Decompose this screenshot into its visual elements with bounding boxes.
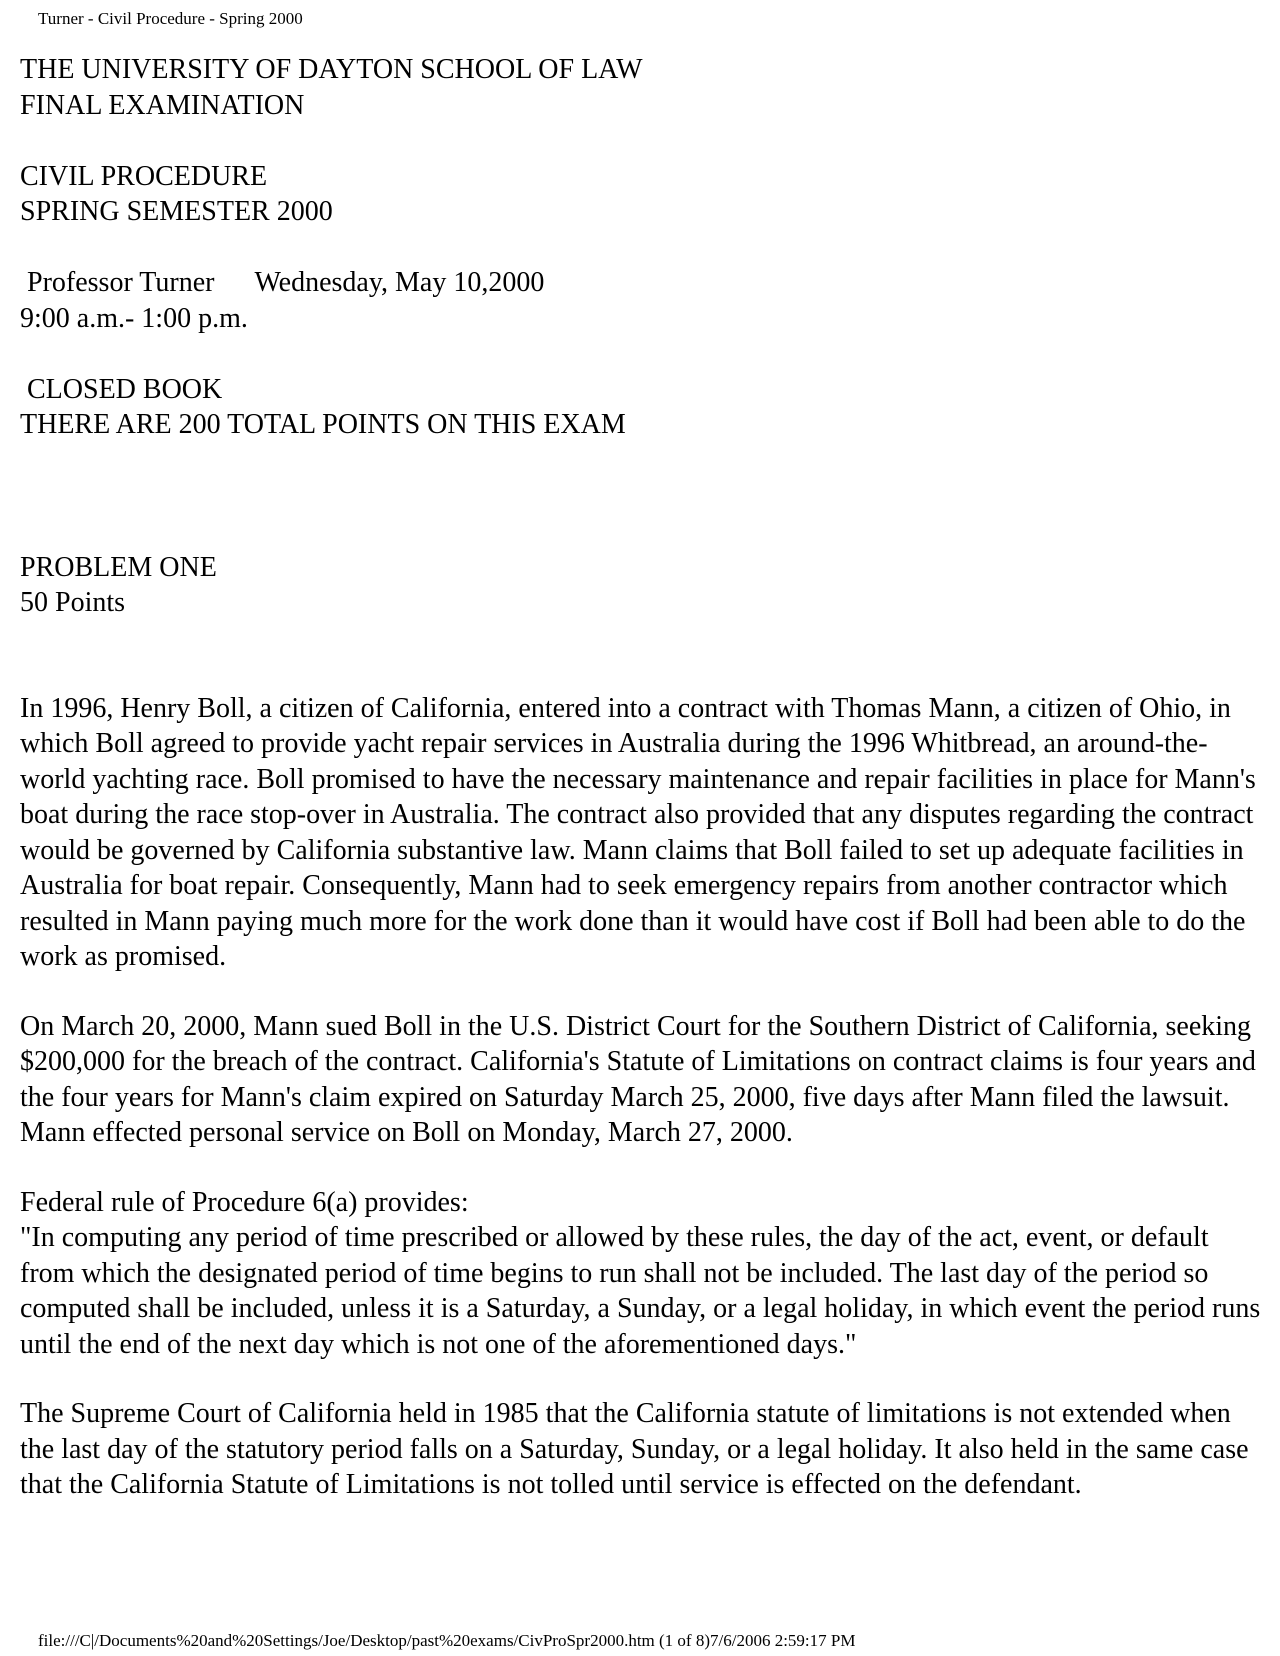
problem-points: 50 Points xyxy=(20,587,126,618)
semester: SPRING SEMESTER 2000 xyxy=(20,196,333,227)
paragraph-lawsuit: On March 20, 2000, Mann sued Boll in the U.S. District Court for the Southern District of California, seeking $200,000 for the breach of the contract. California's Statute of Limitations on contract claims is four years and the four years for Mann's claim expired on Saturday March 25, 2000, five days after Mann filed the lawsuit. Mann effected personal service on Boll on Monday, March 27, 2000. xyxy=(20,1010,1256,1148)
professor-date-line xyxy=(20,265,1265,301)
course-name: CIVIL PROCEDURE xyxy=(20,160,268,192)
page-footer: file:///C|/Documents%20and%20Settings/Joe/Desktop/past%20exams/CivProSpr2000.htm (1 of 8)7/6/2006 2:59:17 PM xyxy=(38,1631,856,1650)
document-body xyxy=(20,52,1265,1503)
book-policy: CLOSED BOOK xyxy=(20,373,223,405)
exam-time: 9:00 a.m.- 1:00 p.m. xyxy=(20,302,248,334)
school-name: THE UNIVERSITY OF DAYTON SCHOOL OF LAW xyxy=(20,54,643,85)
paragraph-rule-intro: Federal rule of Procedure 6(a) provides: xyxy=(20,1186,469,1218)
exam-type: FINAL EXAMINATION xyxy=(20,89,305,121)
page-header: Turner - Civil Procedure - Spring 2000 xyxy=(38,9,303,28)
paragraph-california-holding: The Supreme Court of California held in 1985 that the California statute of limitations is not extended when the last day of the statutory period falls on a Saturday, Sunday, or a legal holiday. It also held in the same case that the California Statute of Limitations is not tolled until service is effected on the defendant. xyxy=(20,1398,1249,1500)
total-points: THERE ARE 200 TOTAL POINTS ON THIS EXAM xyxy=(20,409,626,440)
professor-name: Professor Turner xyxy=(20,267,215,298)
problem-title: PROBLEM ONE xyxy=(20,551,217,583)
exam-date: Wednesday, May 10,2000 xyxy=(254,267,545,298)
paragraph-facts: In 1996, Henry Boll, a citizen of California, entered into a contract with Thomas Mann, a citizen of Ohio, in which Boll agreed to provide yacht repair services in Australia during the 1996 Whitbread, an around-the-world yachting race. Boll promised to have the necessary maintenance and repair facilities in place for Mann's boat during the race stop-over in Australia. The contract also provided that any disputes regarding the contract would be governed by California substantive law. Mann claims that Boll failed to set up adequate facilities in Australia for boat repair. Consequently, Mann had to seek emergency repairs from another contractor which resulted in Mann paying much more for the work done than it would have cost if Boll had been able to do the work as promised. xyxy=(20,692,1256,972)
paragraph-rule-quote: "In computing any period of time prescribed or allowed by these rules, the day of the act, event, or default from which the designated period of time begins to run shall not be included. The last day of the period so computed shall be included, unless it is a Saturday, a Sunday, or a legal holiday, in which event the period runs until the end of the next day which is not one of the aforementioned days." xyxy=(20,1222,1261,1360)
